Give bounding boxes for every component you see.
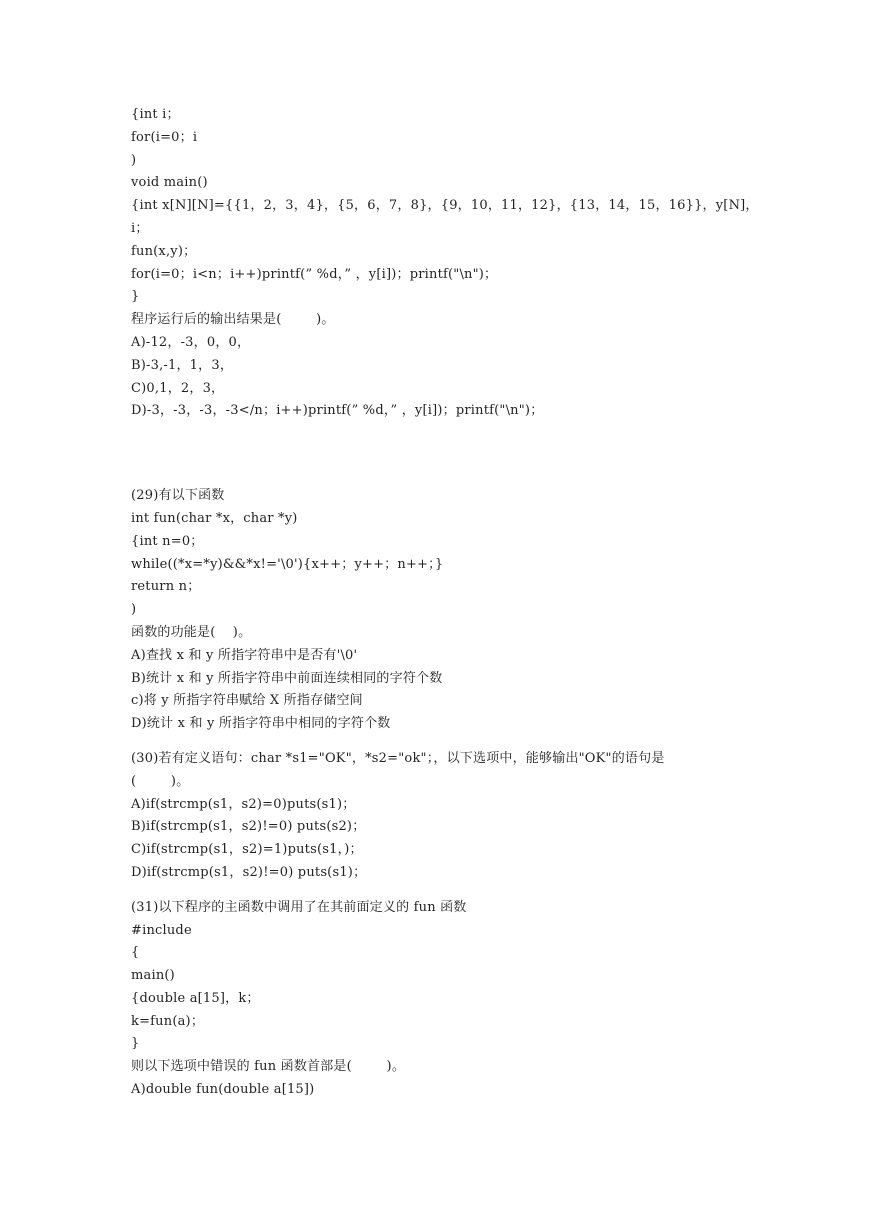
text-line: k=fun(a)； xyxy=(131,1013,205,1029)
text-line: ) xyxy=(131,602,137,618)
document-page xyxy=(131,104,771,1102)
text-line: {double a[15]，k； xyxy=(131,990,260,1006)
question-title: (31)以下程序的主函数中调用了在其前面定义的 fun 函数 xyxy=(131,899,467,915)
question-prompt: 函数的功能是( )。 xyxy=(131,624,252,640)
text-line: } xyxy=(131,1036,140,1052)
text-line: ) xyxy=(131,152,137,168)
text-line: int fun(char *x，char *y) xyxy=(131,510,298,526)
option-a: A)double fun(double a[15]) xyxy=(131,1082,315,1098)
question-title: (29)有以下函数 xyxy=(131,488,225,504)
option-b: B)统计 x 和 y 所指字符串中前面连续相同的字符个数 xyxy=(131,670,443,686)
option-c: C)if(strcmp(s1，s2)=1)puts(s1，)； xyxy=(131,842,363,858)
option-d: D)if(strcmp(s1，s2)!=0) puts(s1)； xyxy=(131,864,367,880)
option-b: B)-3,-1，1，3， xyxy=(131,357,234,373)
option-c: c)将 y 所指字符串赋给 X 所指存储空间 xyxy=(131,693,363,709)
code-block-28-continued xyxy=(131,104,771,423)
option-a: A)if(strcmp(s1，s2)=0)puts(s1)； xyxy=(131,796,356,812)
text-line: for(i=0；i xyxy=(131,129,198,145)
text-line: {int x[N][N]={{1，2，3，4}，{5，6，7，8}，{9，10，11，12}，{13，14，15，16}}，y[N]， xyxy=(131,198,759,214)
text-line: return n； xyxy=(131,579,201,595)
option-d: D)统计 x 和 y 所指字符串中相同的字符个数 xyxy=(131,716,391,732)
option-a: A)查找 x 和 y 所指字符串中是否有'\0' xyxy=(131,647,358,663)
text-line: while((*x=*y)&&*x!='\0'){x++；y++；n++；} xyxy=(131,556,444,572)
text-line: i； xyxy=(131,220,149,236)
text-line: } xyxy=(131,289,140,305)
question-prompt: ( )。 xyxy=(131,773,190,789)
option-a: A)-12，-3，0，0， xyxy=(131,334,251,350)
question-31 xyxy=(131,897,771,1102)
question-29 xyxy=(131,485,771,736)
question-30 xyxy=(131,748,771,885)
text-line: {int i； xyxy=(131,107,180,122)
text-line: main() xyxy=(131,968,175,984)
option-d: D)-3，-3，-3，-3</n；i++)printf(” %d，” ，y[i])；printf("\n")； xyxy=(131,403,544,419)
option-b: B)if(strcmp(s1，s2)!=0) puts(s2)； xyxy=(131,819,366,835)
question-title: (30)若有定义语句：char *s1="OK"，*s2="ok"；，以下选项中，能够输出"OK"的语句是 xyxy=(131,750,665,766)
text-line: fun(x,y)； xyxy=(131,243,197,259)
text-line: { xyxy=(131,945,140,961)
text-line: {int n=0； xyxy=(131,533,204,549)
question-prompt: 程序运行后的输出结果是( )。 xyxy=(131,312,335,328)
option-c: C)0,1，2，3， xyxy=(131,380,225,396)
text-line: #include xyxy=(131,922,192,938)
question-prompt: 则以下选项中错误的 fun 函数首部是( )。 xyxy=(131,1059,406,1075)
text-line: for(i=0；i<n；i++)printf(” %d，” ，y[i])；printf("\n")； xyxy=(131,266,498,282)
text-line: void main() xyxy=(131,175,208,191)
